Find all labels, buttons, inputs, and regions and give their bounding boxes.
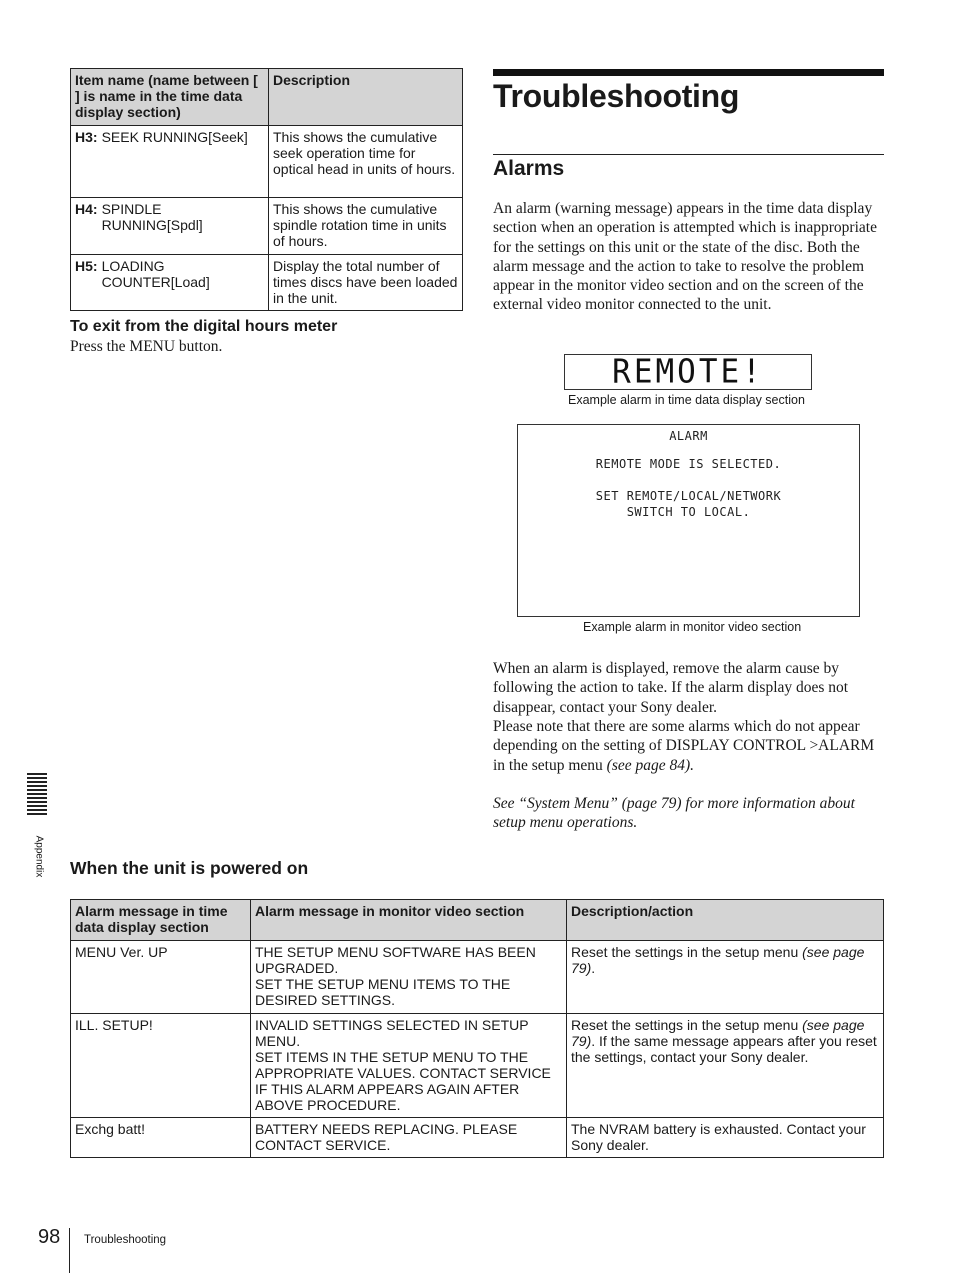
column-header-item-name: Item name (name between [ ] is name in the time data display section)	[71, 69, 269, 126]
time-message-cell: Exchg batt!	[71, 1118, 251, 1158]
column-header-description: Description	[269, 69, 463, 126]
description-cell	[567, 1118, 884, 1158]
column-header-time-data: Alarm message in time data display section	[71, 900, 251, 941]
desc-text: Reset the settings in the setup menu	[571, 944, 803, 960]
item-key: H4:	[75, 201, 98, 217]
monitor-caption: Example alarm in monitor video section	[583, 620, 802, 634]
time-message-cell: MENU Ver. UP	[71, 941, 251, 1014]
monitor-message-cell	[251, 941, 567, 1014]
monitor-message-line: SET ITEMS IN THE SETUP MENU TO THE APPROPRIATE VALUES. CONTACT SERVICE IF THIS ALARM APPEARS AGAIN AFTER ABOVE PROCEDURE.	[255, 1049, 551, 1113]
table-row	[71, 1014, 884, 1118]
page-title: Troubleshooting	[493, 78, 740, 114]
footer-section-name: Troubleshooting	[84, 1234, 167, 1246]
item-name-cell	[71, 255, 269, 311]
item-key: H5:	[75, 258, 98, 274]
item-key: H3:	[75, 129, 98, 145]
table-row	[71, 941, 884, 1014]
item-name: SEEK RUNNING[Seek]	[101, 129, 248, 145]
see-also-text: See “System Menu” (page 79) for more information about setup menu operations.	[493, 795, 855, 832]
lcd-text: REMOTE!	[612, 353, 764, 391]
hours-meter-table	[70, 68, 463, 311]
desc-ref: (see page 79)	[571, 1017, 865, 1049]
desc-ref: (see page 79)	[571, 944, 865, 976]
description-cell: Display the total number of times discs have been loaded in the unit.	[269, 255, 463, 311]
page-number: 98	[38, 1226, 61, 1248]
section-rule	[493, 154, 884, 155]
monitor-message-cell	[251, 1014, 567, 1118]
table-row	[71, 126, 463, 198]
monitor-display-example	[517, 424, 860, 617]
monitor-line: SET REMOTE/LOCAL/NETWORK	[595, 489, 782, 503]
item-name: SPINDLE RUNNING[Spdl]	[101, 201, 203, 233]
section-tab-marker	[27, 773, 47, 817]
powered-on-alarm-table	[70, 899, 884, 1158]
monitor-line: ALARM	[669, 429, 708, 443]
exit-body: Press the MENU button.	[70, 338, 223, 355]
table-header-row	[71, 69, 463, 126]
see-also	[493, 794, 886, 833]
description-cell: This shows the cumulative seek operation time for optical head in units of hours.	[269, 126, 463, 198]
section-tab-label: Appendix	[33, 835, 45, 878]
desc-text: Reset the settings in the setup menu	[571, 1017, 803, 1033]
para-3-text: Please note that there are some alarms which do not appear depending on the setting of DISPLAY CONTROL >ALARM in the setup menu	[493, 718, 875, 774]
column-header-monitor: Alarm message in monitor video section	[251, 900, 567, 941]
time-message-cell: ILL. SETUP!	[71, 1014, 251, 1118]
description-cell: This shows the cumulative spindle rotation time in units of hours.	[269, 198, 463, 255]
table-header-row	[71, 900, 884, 941]
monitor-message-line: INVALID SETTINGS SELECTED IN SETUP MENU.	[255, 1017, 529, 1049]
description-cell	[567, 1014, 884, 1118]
alarms-intro: An alarm (warning message) appears in the time data display section when an operation is attempted which is inappropriate for the settings on this unit or the state of the disc. Both the alarm message and the action to take to resolve the problem appear in the monitor video section and on the screen of the external video monitor connected to the unit.	[493, 200, 877, 314]
para-3-ref: (see page 84).	[606, 756, 695, 774]
monitor-message-line: THE SETUP MENU SOFTWARE HAS BEEN UPGRADED.	[255, 944, 536, 976]
monitor-line: REMOTE MODE IS SELECTED.	[595, 457, 782, 471]
column-header-description: Description/action	[567, 900, 884, 941]
footer-divider	[69, 1228, 70, 1273]
desc-tail: . If the same message appears after you reset the settings, contact your Sony dealer.	[571, 1033, 877, 1065]
item-name: LOADING COUNTER[Load]	[101, 258, 210, 290]
monitor-line: SWITCH TO LOCAL.	[626, 505, 751, 519]
monitor-message-cell	[251, 1118, 567, 1158]
table-row	[71, 255, 463, 311]
item-name-cell	[71, 126, 269, 198]
alarms-heading: Alarms	[493, 157, 565, 180]
alarms-para-3	[493, 717, 886, 775]
alarms-para-2: When an alarm is displayed, remove the alarm cause by following the action to take. If the alarm display does not disappear, contact your Sony dealer.	[493, 660, 849, 716]
table-row	[71, 1118, 884, 1158]
desc-tail: .	[591, 960, 596, 976]
lcd-caption: Example alarm in time data display section	[568, 393, 805, 407]
description-cell	[567, 941, 884, 1014]
item-name-cell	[71, 198, 269, 255]
powered-on-heading: When the unit is powered on	[70, 858, 309, 878]
table-row	[71, 198, 463, 255]
lcd-display-example	[564, 354, 812, 390]
desc-text: The NVRAM battery is exhausted. Contact your Sony dealer.	[571, 1121, 866, 1153]
exit-heading: To exit from the digital hours meter	[70, 318, 338, 335]
monitor-message-line: SET THE SETUP MENU ITEMS TO THE DESIRED SETTINGS.	[255, 976, 511, 1008]
monitor-message-line: BATTERY NEEDS REPLACING. PLEASE CONTACT SERVICE.	[255, 1121, 518, 1153]
title-bar	[493, 69, 884, 76]
